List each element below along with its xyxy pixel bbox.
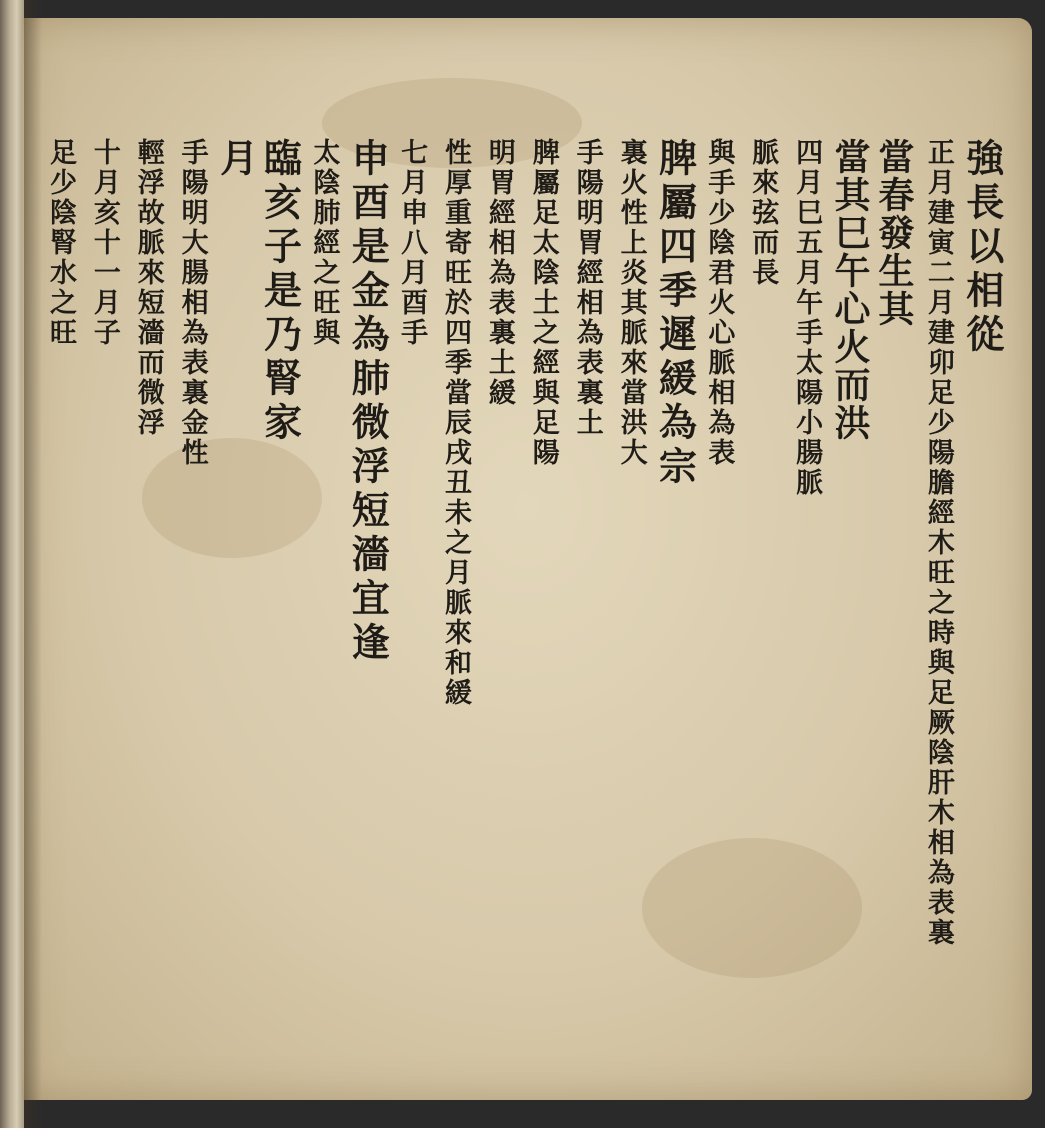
text-column: 申酉是金為肺微浮短濇宜逢 xyxy=(345,138,391,666)
text-column: 脈來弦而長 xyxy=(747,138,779,288)
text-column: 手陽明胃經相為表裏土 xyxy=(571,138,603,438)
text-column: 當其巳午心火而洪 xyxy=(829,138,872,442)
text-column: 性厚重寄旺於四季當辰戌丑未之月脈來和緩 xyxy=(440,138,472,708)
text-column: 臨亥子是乃腎家 xyxy=(257,138,303,446)
text-column: 與手少陰君火心脈相為表 xyxy=(703,138,735,468)
text-column: 脾屬四季遲緩為宗 xyxy=(652,138,698,490)
text-column: 足少陰腎水之旺 xyxy=(45,138,76,348)
text-column: 裏火性上炎其脈來當洪大 xyxy=(615,138,647,468)
text-column: 強長以相從 xyxy=(959,138,1005,358)
vertical-text-block xyxy=(40,138,1005,1058)
book-spine xyxy=(0,0,24,1128)
text-column: 明胃經相為表裏土緩 xyxy=(483,138,515,408)
text-column: 輕浮故脈來短濇而微浮 xyxy=(132,138,164,438)
text-column: 十月亥十一月子 xyxy=(88,138,120,348)
text-column: 脾屬足太陰土之經與足陽 xyxy=(527,138,559,468)
text-column: 月 xyxy=(213,138,259,182)
text-column: 太陰肺經之旺與 xyxy=(308,138,340,348)
text-column: 手陽明大腸相為表裏金性 xyxy=(176,138,208,468)
text-column: 七月申八月酉手 xyxy=(396,138,428,348)
text-column: 四月巳五月午手太陽小腸脈 xyxy=(791,138,823,498)
text-column: 當春發生其 xyxy=(872,138,915,328)
text-column: 正月建寅二月建卯足少陽膽經木旺之時與足厥陰肝木相為表裏 xyxy=(922,138,954,948)
